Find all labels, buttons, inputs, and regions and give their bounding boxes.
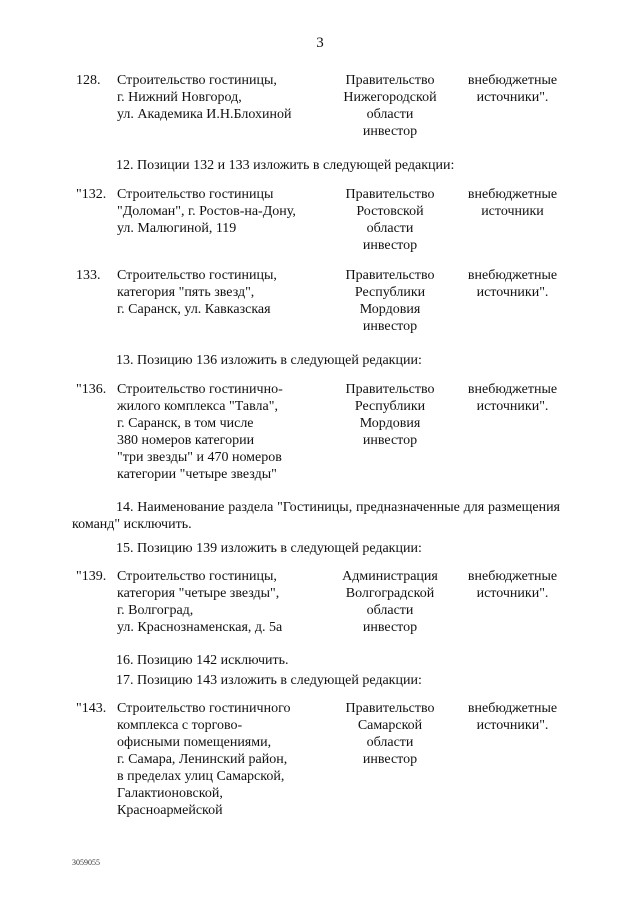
position-description: Строительство гостиницы, г. Нижний Новгород, ул. Академика И.Н.Блохиной	[117, 73, 292, 122]
position-responsible: Правительство Республики Мордовия инвестор	[345, 382, 435, 448]
paragraph-17: 17. Позицию 143 изложить в следующей редакции:	[116, 673, 422, 688]
position-responsible: Правительство Ростовской области инвестор	[345, 187, 435, 253]
position-funding: внебюджетные источники".	[467, 268, 558, 300]
position-responsible: Правительство Самарской области инвестор	[345, 701, 435, 767]
position-responsible: Администрация Волгоградской области инвестор	[342, 569, 438, 635]
position-responsible: Правительство Республики Мордовия инвестор	[345, 268, 435, 334]
position-funding: внебюджетные источники".	[467, 382, 558, 414]
position-description: Строительство гостиницы "Доломан", г. Ростов-на-Дону, ул. Малюгиной, 119	[117, 187, 296, 236]
position-funding: внебюджетные источники".	[467, 701, 558, 733]
paragraph-12: 12. Позиции 132 и 133 изложить в следующей редакции:	[116, 158, 455, 173]
position-description: Строительство гостинично- жилого комплекса "Тавла", г. Саранск, в том числе 380 номеров категории "три звезды" и 470 номеров категории "четыре звезды"	[117, 382, 283, 482]
paragraph-15: 15. Позицию 139 изложить в следующей редакции:	[116, 541, 422, 556]
paragraph-14-text: 14. Наименование раздела "Гостиницы, предназначенные для размещения команд" исключить.	[72, 500, 560, 532]
position-funding: внебюджетные источники	[467, 187, 558, 219]
paragraph-14	[72, 499, 560, 533]
position-number: "132.	[76, 187, 107, 202]
paragraph-13: 13. Позицию 136 изложить в следующей редакции:	[116, 353, 422, 368]
position-number: 128.	[76, 73, 101, 88]
position-funding: внебюджетные источники".	[467, 73, 558, 105]
page-number: 3	[316, 35, 324, 51]
position-description: Строительство гостиницы, категория "пять звезд", г. Саранск, ул. Кавказская	[117, 268, 277, 317]
position-responsible: Правительство Нижегородской области инвестор	[343, 73, 437, 139]
position-number: "139.	[76, 569, 107, 584]
document-code: 3059055	[72, 858, 100, 867]
position-number: "143.	[76, 701, 107, 716]
position-description: Строительство гостиничного комплекса с торгово- офисными помещениями, г. Самара, Ленинский район, в пределах улиц Самарской, Галактионовской, Красноармейской	[117, 701, 291, 818]
position-funding: внебюджетные источники".	[467, 569, 558, 601]
position-number: 133.	[76, 268, 101, 283]
paragraph-16: 16. Позицию 142 исключить.	[116, 653, 289, 668]
position-number: "136.	[76, 382, 107, 397]
position-description: Строительство гостиницы, категория "четыре звезды", г. Волгоград, ул. Краснознаменская, д. 5а	[117, 569, 283, 635]
